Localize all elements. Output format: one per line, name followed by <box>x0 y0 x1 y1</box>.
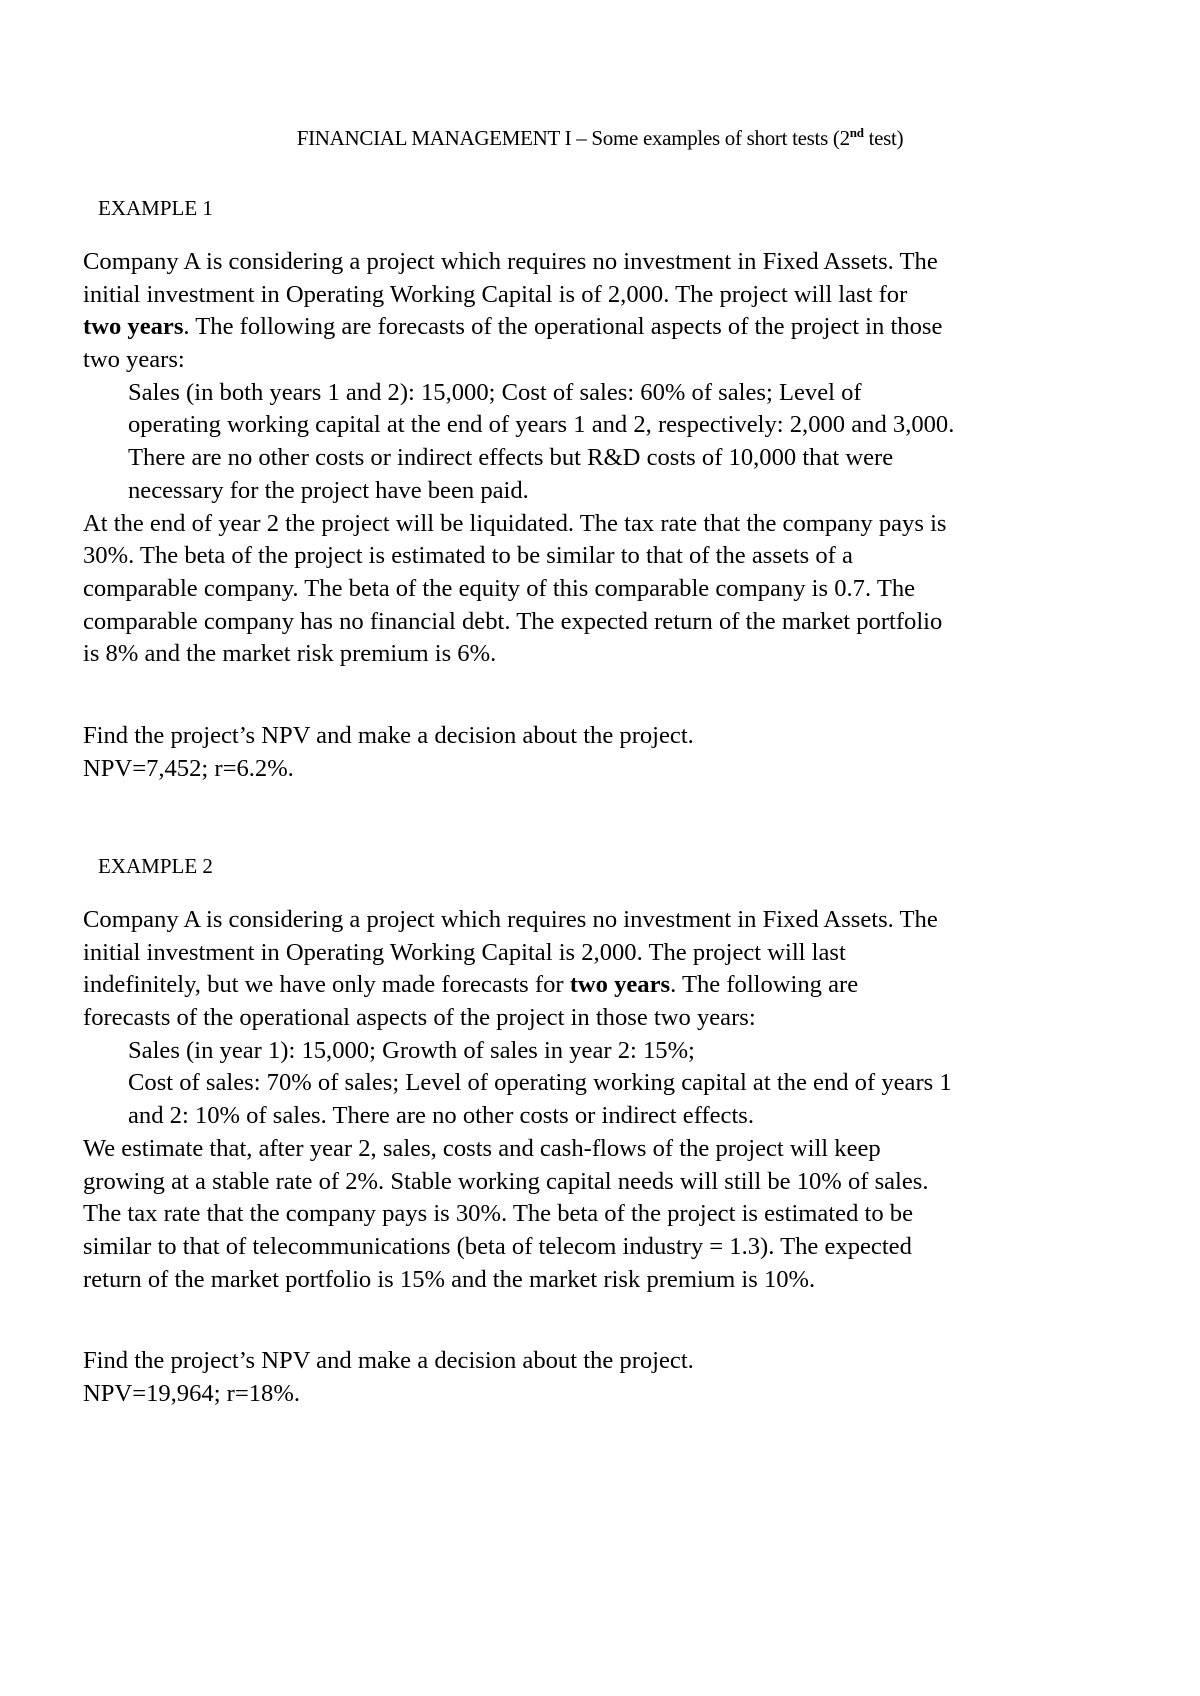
example-1-indented-line: Sales (in both years 1 and 2): 15,000; Cost of sales: 60% of sales; Level of <box>128 378 862 406</box>
example-1-indented-line: necessary for the project have been paid. <box>128 476 529 504</box>
example-2-indented-line: Sales (in year 1): 15,000; Growth of sales in year 2: 15%; <box>128 1036 695 1064</box>
example-2-line: return of the market portfolio is 15% and the market risk premium is 10%. <box>83 1265 816 1293</box>
example-1-body <box>83 246 1123 671</box>
example-2-line-pre: indefinitely, but we have only made forecasts for <box>83 971 570 999</box>
example-1-line: initial investment in Operating Working Capital is of 2,000. The project will last for <box>83 280 908 308</box>
emphasis-two-years: two years <box>83 313 184 341</box>
example-1-line <box>83 311 1123 344</box>
example-2-line-post: . The following are <box>670 971 859 999</box>
emphasis-two-years: two years <box>569 971 671 999</box>
example-2-line <box>83 969 1123 1002</box>
example-2-line: Company A is considering a project which requires no investment in Fixed Assets. The <box>83 906 938 933</box>
example-1-line: comparable company has no financial debt. The expected return of the market portfolio <box>83 607 943 635</box>
example-1-question: Find the project’s NPV and make a decision about the project. <box>83 722 694 749</box>
title-suffix: test) <box>863 126 904 150</box>
document-title <box>0 124 1200 152</box>
example-1-question-block <box>83 720 1123 785</box>
title-superscript: nd <box>849 125 864 140</box>
title-main: FINANCIAL MANAGEMENT I – Some examples of short tests (2 <box>296 126 850 150</box>
example-1-line: At the end of year 2 the project will be liquidated. The tax rate that the company pays is <box>83 509 947 537</box>
example-2-indented-line: and 2: 10% of sales. There are no other costs or indirect effects. <box>128 1102 755 1130</box>
example-2-line: initial investment in Operating Working Capital is 2,000. The project will last <box>83 938 846 966</box>
example-2-indented-line: Cost of sales: 70% of sales; Level of operating working capital at the end of years 1 <box>128 1069 952 1097</box>
example-1-heading: EXAMPLE 1 <box>98 196 213 220</box>
example-1-indented-line: There are no other costs or indirect effects but R&D costs of 10,000 that were <box>128 444 894 472</box>
example-2-body <box>83 904 1123 1296</box>
example-1-indented-line: operating working capital at the end of years 1 and 2, respectively: 2,000 and 3,000. <box>128 411 955 439</box>
example-1-line: comparable company. The beta of the equity of this comparable company is 0.7. The <box>83 574 916 602</box>
example-2-heading: EXAMPLE 2 <box>98 854 213 878</box>
example-2-line: The tax rate that the company pays is 30%. The beta of the project is estimated to be <box>83 1200 914 1228</box>
example-2-answer: NPV=19,964; r=18%. <box>83 1379 300 1407</box>
example-1-line: is 8% and the market risk premium is 6%. <box>83 640 497 668</box>
example-2-line: growing at a stable rate of 2%. Stable working capital needs will still be 10% of sales. <box>83 1167 929 1195</box>
example-2-line: forecasts of the operational aspects of the project in those two years: <box>83 1004 756 1032</box>
example-1-line: two years: <box>83 346 185 374</box>
example-2-line: We estimate that, after year 2, sales, costs and cash-flows of the project will keep <box>83 1134 881 1162</box>
example-1-line: Company A is considering a project which requires no investment in Fixed Assets. The <box>83 248 938 275</box>
example-1-line-rest: . The following are forecasts of the operational aspects of the project in those <box>183 313 943 341</box>
example-2-question-block <box>83 1345 1123 1410</box>
example-1-answer: NPV=7,452; r=6.2%. <box>83 754 294 782</box>
example-2-question: Find the project’s NPV and make a decision about the project. <box>83 1347 694 1374</box>
example-2-line: similar to that of telecommunications (beta of telecom industry = 1.3). The expected <box>83 1232 912 1260</box>
example-1-line: 30%. The beta of the project is estimated to be similar to that of the assets of a <box>83 542 853 570</box>
